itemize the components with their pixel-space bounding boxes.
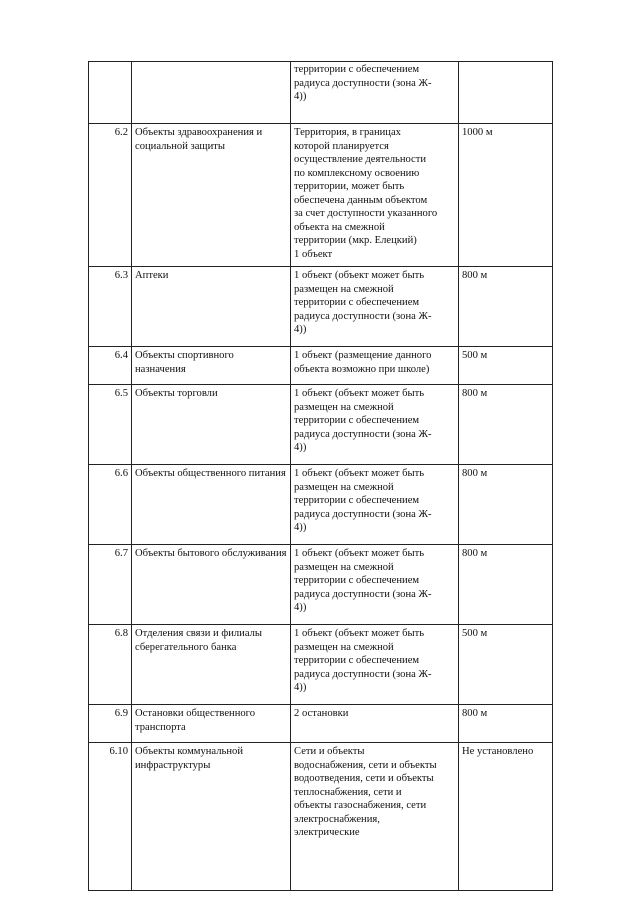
description-line: осуществление деятельности xyxy=(294,154,427,165)
accessibility-radius-cell xyxy=(459,62,553,124)
table-row xyxy=(89,62,553,124)
accessibility-radius-cell: 800 м xyxy=(459,705,553,743)
description-line: размещен на смежной xyxy=(294,401,394,413)
description-line: 4)) xyxy=(294,91,307,102)
row-number-cell xyxy=(89,62,132,124)
description-line: 1 объект (объект может быть xyxy=(294,388,425,399)
description-line: теплоснабжения, сети и xyxy=(294,786,402,798)
accessibility-radius-cell: 800 м xyxy=(459,385,553,465)
description-line: радиуса доступности (зона Ж- xyxy=(294,310,432,322)
facility-description-cell xyxy=(291,545,459,625)
description-line: территории с обеспечением xyxy=(294,64,420,75)
description-line: обеспечена данным объектом xyxy=(294,194,428,206)
description-line: 2 остановки xyxy=(294,708,349,719)
description-line: территории с обеспечением xyxy=(294,575,420,586)
description-line: территории с обеспечением xyxy=(294,655,420,666)
row-number-cell: 6.2 xyxy=(89,124,132,267)
description-line: размещен на смежной xyxy=(294,561,394,573)
description-line: по комплексному освоению xyxy=(294,167,420,179)
table-row xyxy=(89,124,553,267)
facility-description-cell xyxy=(291,705,459,743)
table-row xyxy=(89,705,553,743)
description-line: 4)) xyxy=(294,442,307,453)
description-line: электроснабжения, xyxy=(294,813,380,825)
facility-name-cell: Объекты бытового обслуживания xyxy=(132,545,291,625)
accessibility-radius-cell: 800 м xyxy=(459,545,553,625)
facility-description-cell xyxy=(291,347,459,385)
row-number-cell: 6.5 xyxy=(89,385,132,465)
description-line: 1 объект xyxy=(294,248,333,260)
row-number-cell: 6.4 xyxy=(89,347,132,385)
description-line: Территория, в границах xyxy=(294,127,401,138)
description-line: территории с обеспечением xyxy=(294,297,420,308)
table-row xyxy=(89,385,553,465)
description-line: радиуса доступности (зона Ж- xyxy=(294,668,432,680)
facility-name-cell: Остановки общественного транспорта xyxy=(132,705,291,743)
facility-name-cell: Объекты общественного питания xyxy=(132,465,291,545)
description-line: которой планируется xyxy=(294,140,389,152)
description-line: радиуса доступности (зона Ж- xyxy=(294,588,432,600)
accessibility-radius-cell: 800 м xyxy=(459,465,553,545)
facility-description-cell xyxy=(291,743,459,891)
description-line: Сети и объекты xyxy=(294,746,365,757)
description-line: размещен на смежной xyxy=(294,283,394,295)
facility-name-cell: Объекты торговли xyxy=(132,385,291,465)
facility-name-cell xyxy=(132,62,291,124)
table-row xyxy=(89,545,553,625)
description-line: территории, может быть xyxy=(294,181,405,192)
facilities-table xyxy=(88,61,553,891)
description-line: 4)) xyxy=(294,522,307,533)
description-line: размещен на смежной xyxy=(294,481,394,493)
description-line: 4)) xyxy=(294,324,307,335)
description-line: водоснабжения, сети и объекты xyxy=(294,759,437,771)
table-row xyxy=(89,465,553,545)
facility-description-cell xyxy=(291,465,459,545)
facility-description-cell xyxy=(291,625,459,705)
row-number-cell: 6.6 xyxy=(89,465,132,545)
description-line: территории с обеспечением xyxy=(294,495,420,506)
row-number-cell: 6.9 xyxy=(89,705,132,743)
description-line: объекта возможно при школе) xyxy=(294,363,430,375)
description-line: 1 объект (объект может быть xyxy=(294,468,425,479)
accessibility-radius-cell: 1000 м xyxy=(459,124,553,267)
description-line: размещен на смежной xyxy=(294,641,394,653)
description-line: 1 объект (объект может быть xyxy=(294,628,425,639)
facility-name-cell: Аптеки xyxy=(132,267,291,347)
description-line: 1 объект (объект может быть xyxy=(294,548,425,559)
row-number-cell: 6.10 xyxy=(89,743,132,891)
accessibility-radius-cell: 500 м xyxy=(459,625,553,705)
facility-name-cell: Отделения связи и филиалы сберегательного банка xyxy=(132,625,291,705)
table-row xyxy=(89,267,553,347)
description-line: за счет доступности указанного xyxy=(294,208,438,219)
description-line: радиуса доступности (зона Ж- xyxy=(294,428,432,440)
table-row xyxy=(89,743,553,891)
description-line: 1 объект (размещение данного xyxy=(294,350,432,361)
description-line: территории с обеспечением xyxy=(294,415,420,426)
facility-description-cell xyxy=(291,62,459,124)
row-number-cell: 6.7 xyxy=(89,545,132,625)
row-number-cell: 6.8 xyxy=(89,625,132,705)
row-number-cell: 6.3 xyxy=(89,267,132,347)
description-line: электрические xyxy=(294,827,360,838)
description-line: 1 объект (объект может быть xyxy=(294,270,425,281)
facility-name-cell: Объекты коммунальной инфраструктуры xyxy=(132,743,291,891)
facility-name-cell: Объекты спортивного назначения xyxy=(132,347,291,385)
accessibility-radius-cell: 800 м xyxy=(459,267,553,347)
description-line: территории (мкр. Елецкий) xyxy=(294,235,417,246)
description-line: радиуса доступности (зона Ж- xyxy=(294,508,432,520)
facility-name-cell: Объекты здравоохранения и социальной защиты xyxy=(132,124,291,267)
accessibility-radius-cell: 500 м xyxy=(459,347,553,385)
description-line: объекты газоснабжения, сети xyxy=(294,800,427,811)
facility-description-cell xyxy=(291,124,459,267)
description-line: 4)) xyxy=(294,682,307,693)
description-line: радиуса доступности (зона Ж- xyxy=(294,77,432,89)
description-line: водоотведения, сети и объекты xyxy=(294,773,434,784)
table-row xyxy=(89,347,553,385)
description-line: объекта на смежной xyxy=(294,221,385,233)
description-line: 4)) xyxy=(294,602,307,613)
table-body xyxy=(89,62,553,891)
facility-description-cell xyxy=(291,267,459,347)
table-row xyxy=(89,625,553,705)
accessibility-radius-cell: Не установлено xyxy=(459,743,553,891)
facility-description-cell xyxy=(291,385,459,465)
